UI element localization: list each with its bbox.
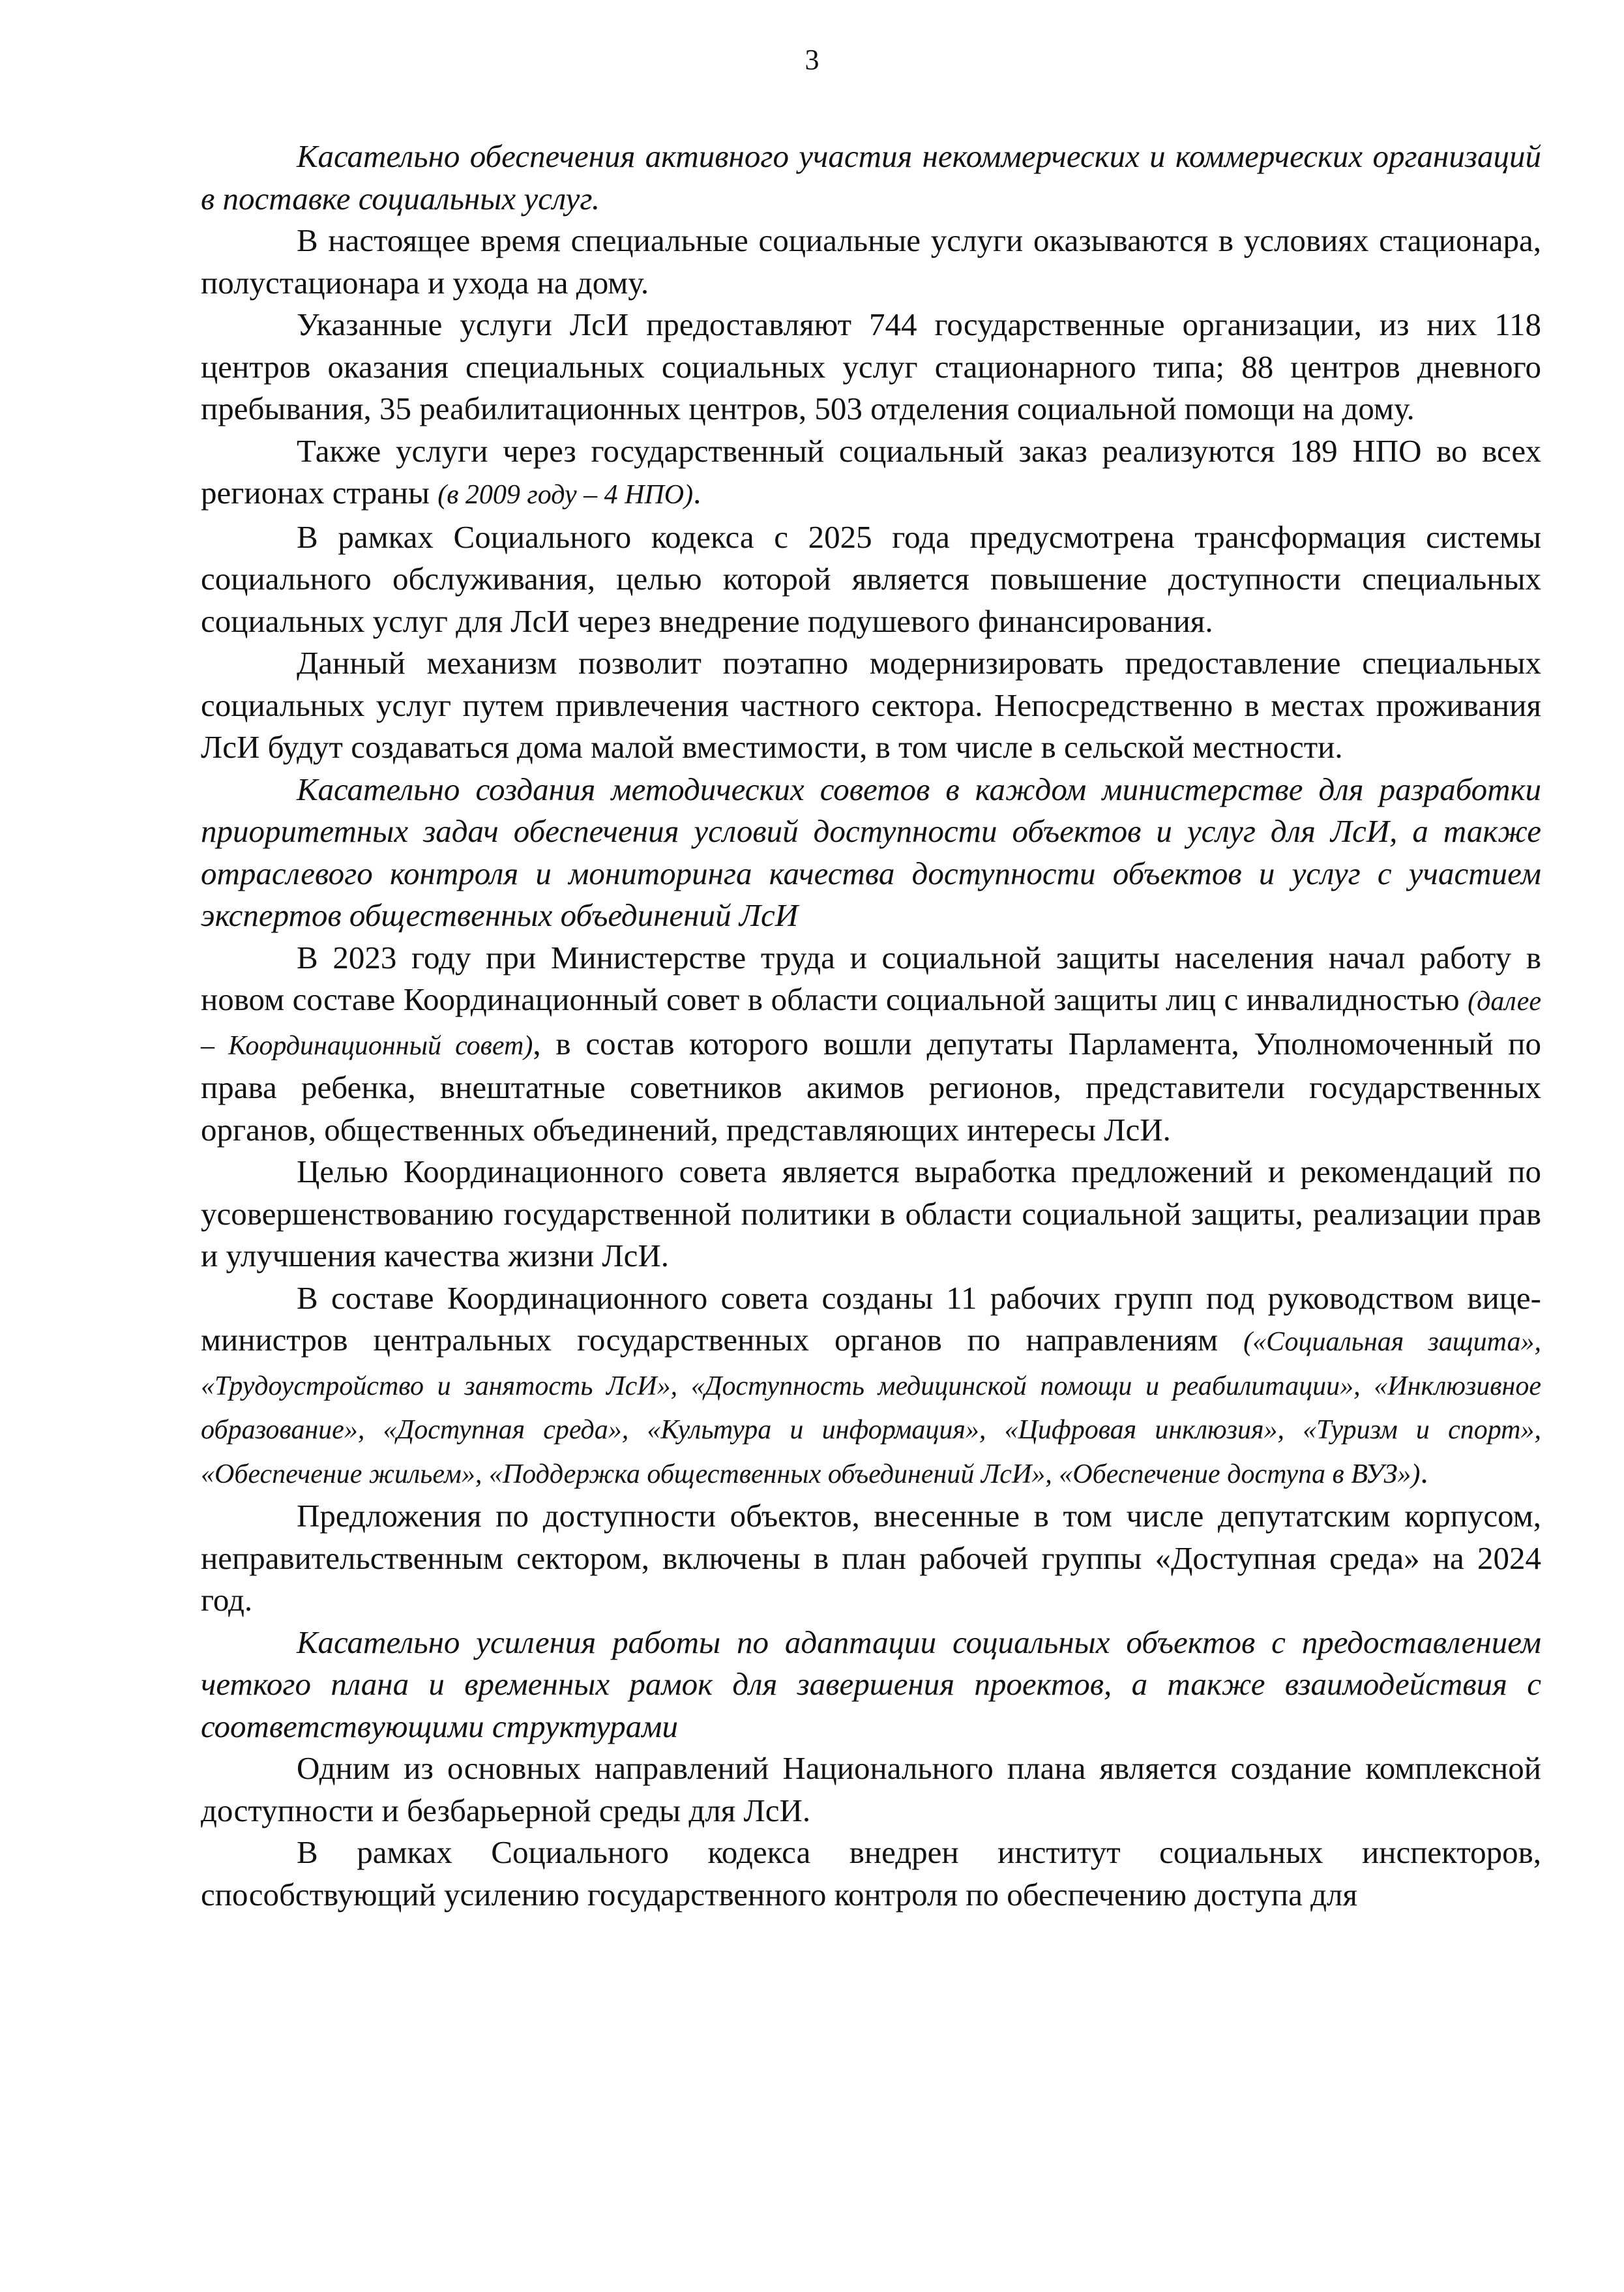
- paragraph-ngo-social-order: [201, 430, 1541, 516]
- paragraph-ngo-tail: .: [693, 475, 701, 511]
- document-body: [201, 136, 1541, 1916]
- paragraph-mechanism: Данный механизм позволит поэтапно модернизировать предоставление специальных социальных услуг путем привлечения частного сектора. Непосредственно в местах проживания ЛсИ будут создаваться дома малой вместимости, в том числе в сельской местности.: [201, 645, 1541, 765]
- paragraph-social-code-transformation: В рамках Социального кодекса с 2025 года предусмотрена трансформация системы социального обслуживания, целью которой является повышение доступности специальных социальных услуг для ЛсИ через внедрение подушевого финансирования.: [201, 518, 1541, 639]
- paragraph-special-services: В настоящее время специальные социальные услуги оказываются в условиях стационара, полустационара и ухода на дому.: [201, 222, 1541, 301]
- paragraph-ngo-text: Также услуги через государственный социальный заказ реализуются 189 НПО во всех регионах страны: [201, 432, 1541, 511]
- paragraph-working-groups: [201, 1277, 1541, 1496]
- paragraph-council-goal: Целью Координационного совета является выработка предложений и рекомендаций по усовершенствованию государственной политики в области социальной защиты, реализации прав и улучшения качества жизни ЛсИ.: [201, 1153, 1541, 1273]
- paragraph-council-note: (далее – Координационный совет): [201, 987, 1541, 1061]
- paragraph-national-plan: Одним из основных направлений Национального плана является создание комплексной доступности и безбарьерной среды для ЛсИ.: [201, 1750, 1541, 1828]
- paragraph-ngo-note: (в 2009 году – 4 НПО): [437, 480, 694, 510]
- paragraph-organizations-count: Указанные услуги ЛсИ предоставляют 744 государственные организации, из них 118 центров оказания специальных социальных услуг стационарного типа; 88 центров дневного пребывания, 35 реабилитационных центров, 503 отделения социальной помощи на дому.: [201, 306, 1541, 426]
- paragraph-groups-text: В составе Координационного совета созданы 11 рабочих групп под руководством вице-министров центральных государственных органов по направлениям: [201, 1279, 1541, 1358]
- paragraph-council-text: В 2023 году при Министерстве труда и социальной защиты населения начал работу в новом составе Координационный совет в области социальной защиты лиц с инвалидностью: [201, 939, 1541, 1017]
- page-number: 3: [805, 44, 819, 76]
- heading-adaptation-work: Касательно усиления работы по адаптации социальных объектов с предоставлением четкого плана и временных рамок для завершения проектов, а также взаимодействия с соответствующими структурами: [201, 1624, 1541, 1744]
- paragraph-social-inspectors: В рамках Социального кодекса внедрен институт социальных инспекторов, способствующий усилению государственного контроля по обеспечению доступа для: [201, 1834, 1541, 1912]
- paragraph-coordination-council: [201, 937, 1541, 1152]
- paragraph-council-tail: , в состав которого вошли депутаты Парламента, Уполномоченный по права ребенка, внештатные советников акимов регионов, представители государственных органов, общественных объединений, представляющих интересы ЛсИ.: [201, 1025, 1541, 1148]
- paragraph-groups-list: («Социальная защита», «Трудоустройство и занятость ЛсИ», «Доступность медицинской помощи и реабилитации», «Инклюзивное образование», «Доступная среда», «Культура и информация», «Цифровая инклюзия», «Туризм и спорт», «Обеспечение жильем», «Поддержка общественных объединений ЛсИ», «Обеспечение доступа в ВУЗ»): [201, 1327, 1541, 1489]
- heading-methodical-councils: Касательно создания методических советов в каждом министерстве для разработки приоритетных задач обеспечения условий доступности объектов и услуг для ЛсИ, а также отраслевого контроля и мониторинга качества доступности объектов и услуг с участием экспертов общественных объединений ЛсИ: [201, 771, 1541, 933]
- heading-nonprofit-participation: Касательно обеспечения активного участия некоммерческих и коммерческих организаций в поставке социальных услуг.: [201, 138, 1541, 216]
- paragraph-accessibility-proposals: Предложения по доступности объектов, внесенные в том числе депутатским корпусом, неправительственным сектором, включены в план рабочей группы «Доступная среда» на 2024 год.: [201, 1498, 1541, 1618]
- paragraph-groups-tail: .: [1420, 1453, 1428, 1490]
